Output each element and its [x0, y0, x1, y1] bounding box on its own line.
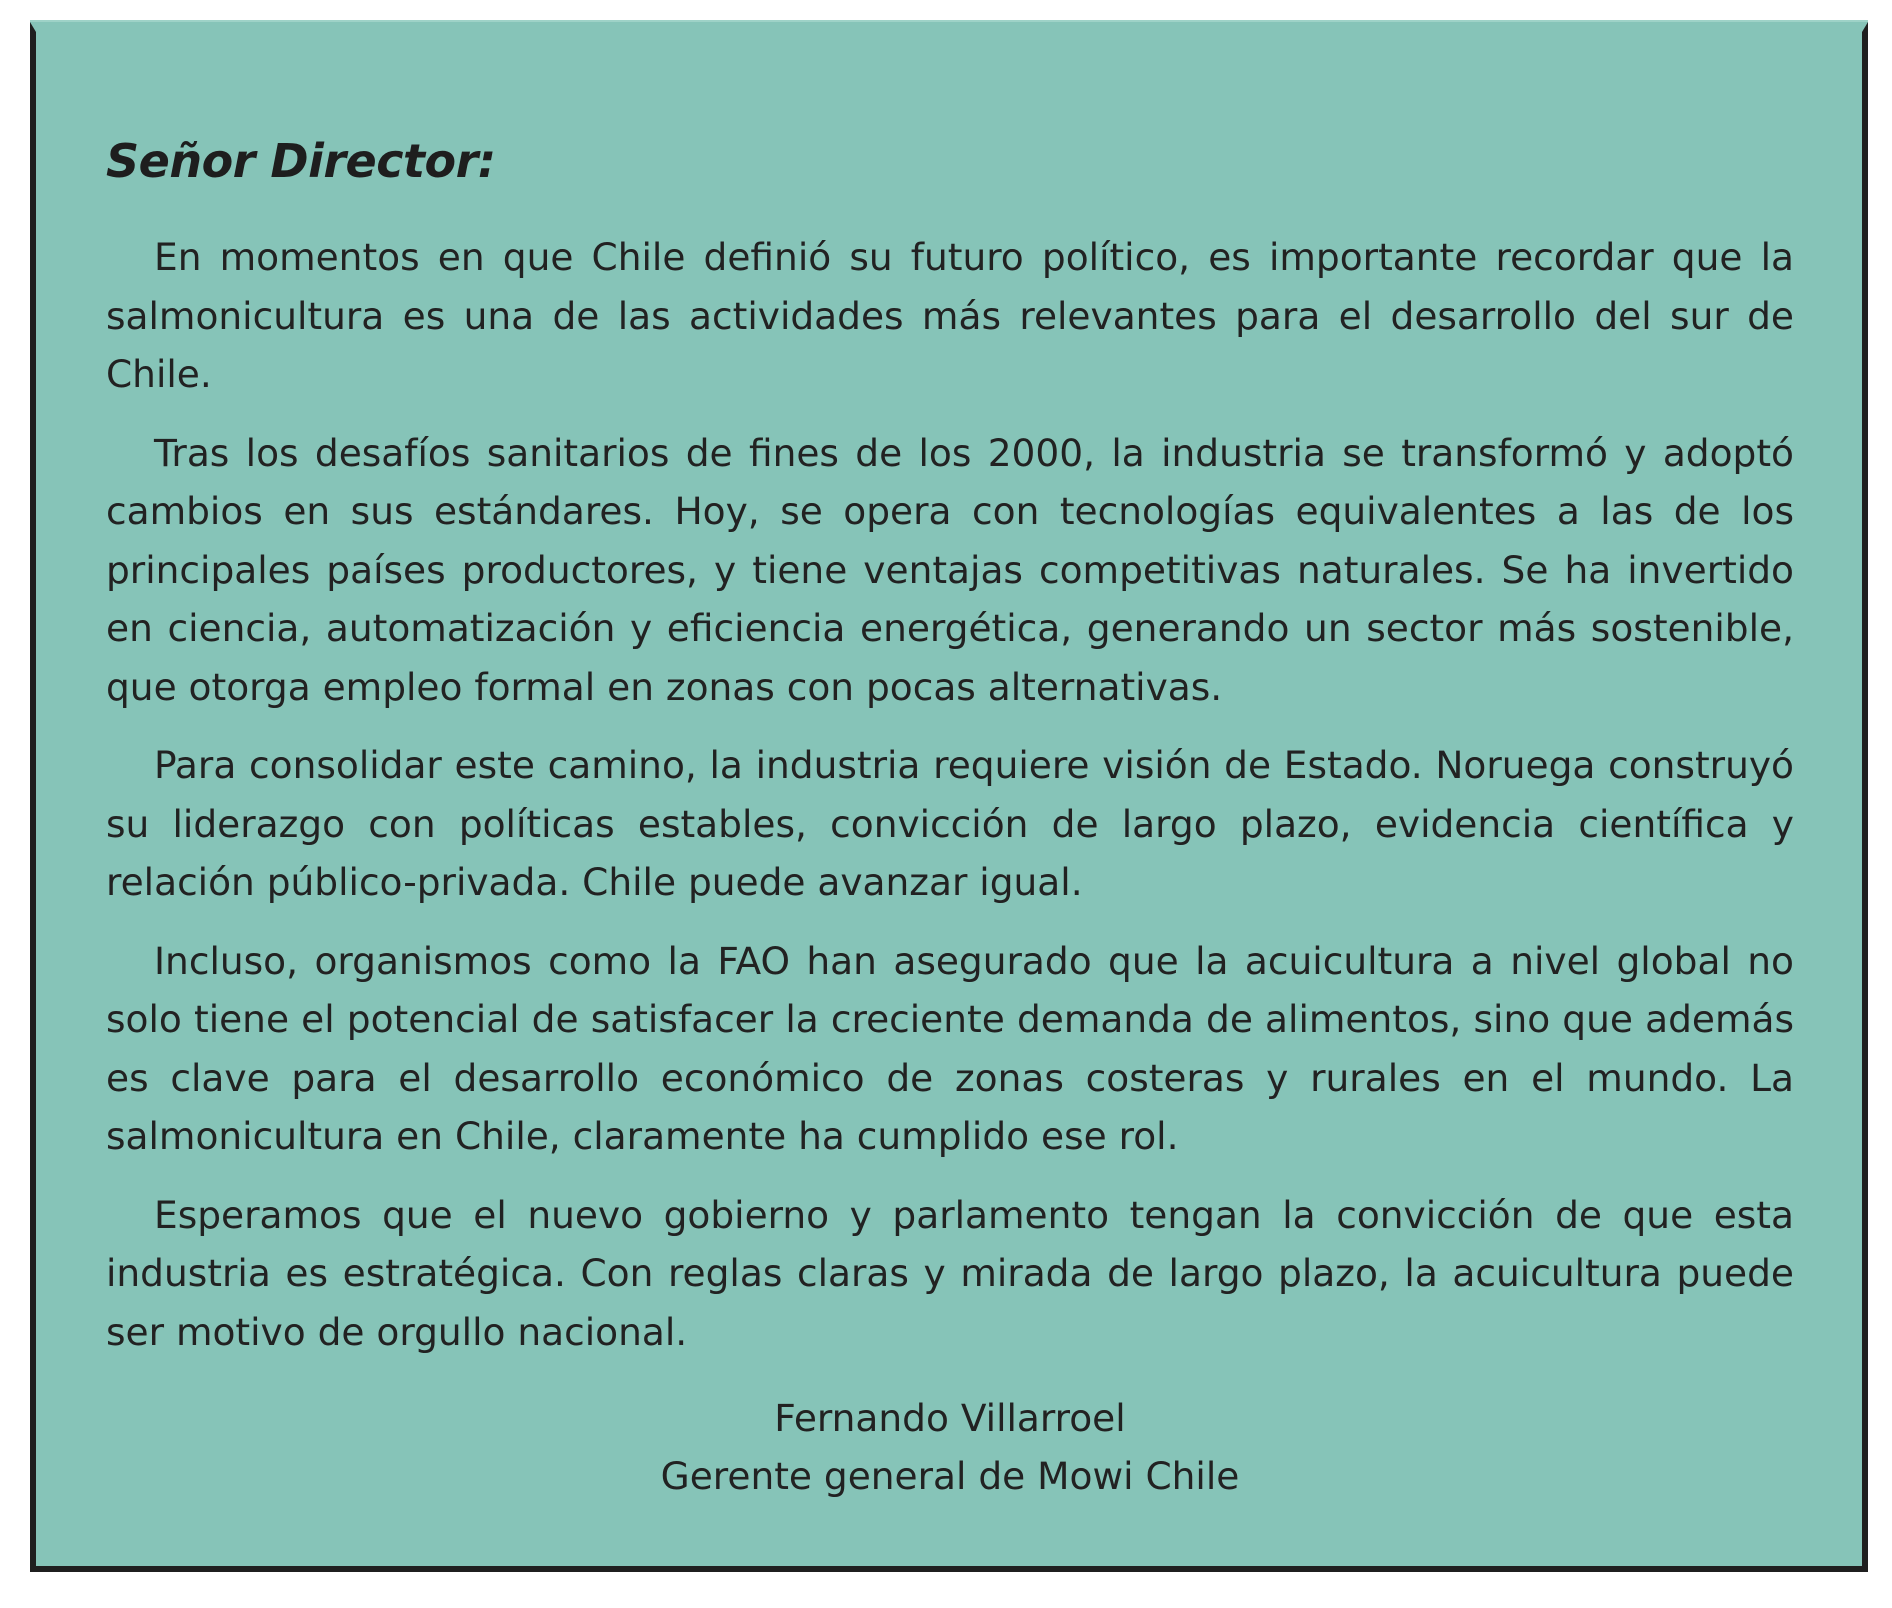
letter-content: [36, 32, 1862, 1566]
letter-paragraph-1: En momentos en que Chile definió su futuro político, es importante recordar que la salmonicultura es una de las actividades más relevantes para el desarrollo del sur de Chile.: [106, 235, 1794, 396]
letter-paragraph-3: Para consolidar este camino, la industria requiere visión de Estado. Noruega construyó su liderazgo con políticas estables, convicción de largo plazo, evidencia científica y relación público-privada. Chile puede avanzar igual.: [106, 743, 1794, 904]
letter-paragraph-4: Incluso, organismos como la FAO han asegurado que la acuicultura a nivel global no solo tiene el potencial de satisfacer la creciente demanda de alimentos, sino que además es clave para el desarrollo económico de zonas costeras y rurales en el mundo. La salmonicultura en Chile, claramente ha cumplido ese rol.: [106, 938, 1794, 1158]
letter-panel: [30, 22, 1868, 1572]
letter-signature: [106, 1389, 1794, 1505]
signature-title: Gerente general de Mowi Chile: [660, 1454, 1240, 1498]
letter-paragraph-2: Tras los desafíos sanitarios de fines de los 2000, la industria se transformó y adoptó cambios en sus estándares. Hoy, se opera con tecnologías equivalentes a las de los principales países productores, y tiene ventajas competitivas naturales. Se ha invertido en ciencia, automatización y eficiencia energética, generando un sector más sostenible, que otorga empleo formal en zonas con pocas alternativas.: [106, 430, 1794, 709]
letter-paragraph-5: Esperamos que el nuevo gobierno y parlamento tengan la convicción de que esta industria es estratégica. Con reglas claras y mirada de largo plazo, la acuicultura puede ser motivo de orgullo nacional.: [106, 1192, 1794, 1354]
letter-salutation: Señor Director:: [106, 134, 496, 188]
signature-name: Fernando Villarroel: [774, 1396, 1126, 1440]
